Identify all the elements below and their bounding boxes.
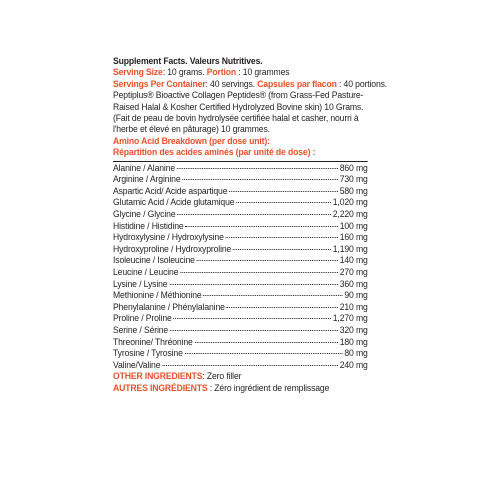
amino-name: Aspartic Acid/ Acide aspartique [113,185,228,197]
dot-leader [185,346,343,354]
amino-name: Glycine / Glycine [113,209,176,221]
amino-amount: 270 mg [339,267,368,278]
amino-name: Serine / Sérine [113,324,169,336]
amino-name: Alanine / Alanine [113,162,176,174]
other-ingredients-value: : Zero filler [202,371,242,383]
amino-amount: 100 mg [339,220,368,232]
dot-leader [197,253,338,261]
amino-amount: 360 mg [339,278,368,290]
dot-leader [226,230,338,238]
amino-title-en: Amino Acid Breakdown (per dose unit): [113,135,270,147]
dot-leader [227,300,338,308]
dot-leader [162,358,338,366]
amino-amount: 90 mg [344,290,368,302]
amino-amount: 80 mg [344,348,368,360]
amino-amount: 210 mg [339,301,368,313]
servings-per-container-label: Servings Per Container [113,78,206,90]
other-ingredients-label: OTHER INGREDIENTS [113,371,203,383]
amino-name: Hydroxyproline / Hydroxyproline [113,243,232,255]
amino-amount: 1,020 mg [332,197,368,209]
dot-leader [173,311,331,319]
serving-size-line [113,67,343,78]
amino-amount: 580 mg [339,185,368,197]
amino-name: Glutamic Acid / Acide glutamique [113,197,235,209]
dot-leader [177,207,331,215]
dot-leader [185,219,338,227]
portion-label: Portion [206,67,236,79]
other-ingredients-line [113,371,343,382]
autres-ingredients-value: : Zéro ingrédient de remplissage [207,382,330,394]
ingredient-description: Peptiplus® Bioactive Collagen Peptides® (from Grass-Fed Pasture-Raised Halal & Kosher Certified Hydrolyzed Bovine skin) 10 Grams. (Fait de peau de bovin hydrolysée certifiée halal et casher, nourri à l'herbe et élevé en pâturage) 10 grammes. [113,90,364,136]
amino-acid-table [113,161,368,372]
amino-name: Tyrosine / Tyrosine [113,348,183,360]
amino-title-fr: Répartition des acides aminés (par unité de dose) : [113,147,316,159]
amino-name: Proline / Proline [113,313,172,325]
dot-leader [203,288,342,296]
amino-name: Histidine / Histidine [113,220,184,232]
dot-leader [229,184,338,192]
amino-name: Isoleucine / Isoleucine [113,255,195,267]
capsules-value: : 40 portions. [336,78,388,90]
dot-leader [195,335,338,343]
dot-leader [169,277,338,285]
amino-name: Arginine / Arginine [113,174,181,186]
dot-leader [182,172,338,180]
capsules-label: Capsules par flacon [257,78,337,90]
dot-leader [233,242,331,250]
amino-amount: 2,220 mg [332,209,368,221]
autres-ingredients-label: AUTRES INGRÉDIENTS [113,382,208,394]
amino-name: Phenylalanine / Phénylalanine [113,301,225,313]
amino-amount: 160 mg [339,232,368,244]
dot-leader [177,161,338,169]
amino-amount: 730 mg [339,174,368,186]
dot-leader [180,265,338,273]
amino-amount: 140 mg [339,255,368,267]
amino-name: Hydroxylysine / Hydroxylysine [113,232,224,244]
amino-name: Valine/Valine [113,359,161,371]
supplement-facts-panel [113,56,388,394]
autres-ingredients-line [113,383,343,394]
amino-name: Leucine / Leucine [113,267,179,278]
serving-size-value: : 10 grams. [162,67,207,79]
servings-per-container-value: : 40 servings. [205,78,258,90]
serving-size-label: Serving Size [113,67,163,79]
portion-value: : 10 grammes [235,67,290,79]
dot-leader [170,323,338,331]
amino-amount: 1,190 mg [332,243,368,255]
amino-amount: 320 mg [339,324,368,336]
amino-amount: 860 mg [339,162,368,174]
servings-per-container-line [113,78,388,90]
amino-row [113,360,368,372]
amino-amount: 180 mg [339,336,368,348]
amino-name: Threonine/ Thréonine [113,336,193,348]
amino-name: Methionine / Méthionine [113,290,202,302]
amino-amount: 240 mg [339,359,368,371]
dot-leader [236,195,331,203]
amino-amount: 1,270 mg [332,313,368,325]
panel-title: Supplement Facts. Valeurs Nutritives. [113,56,263,67]
amino-name: Lysine / Lysine [113,278,168,290]
